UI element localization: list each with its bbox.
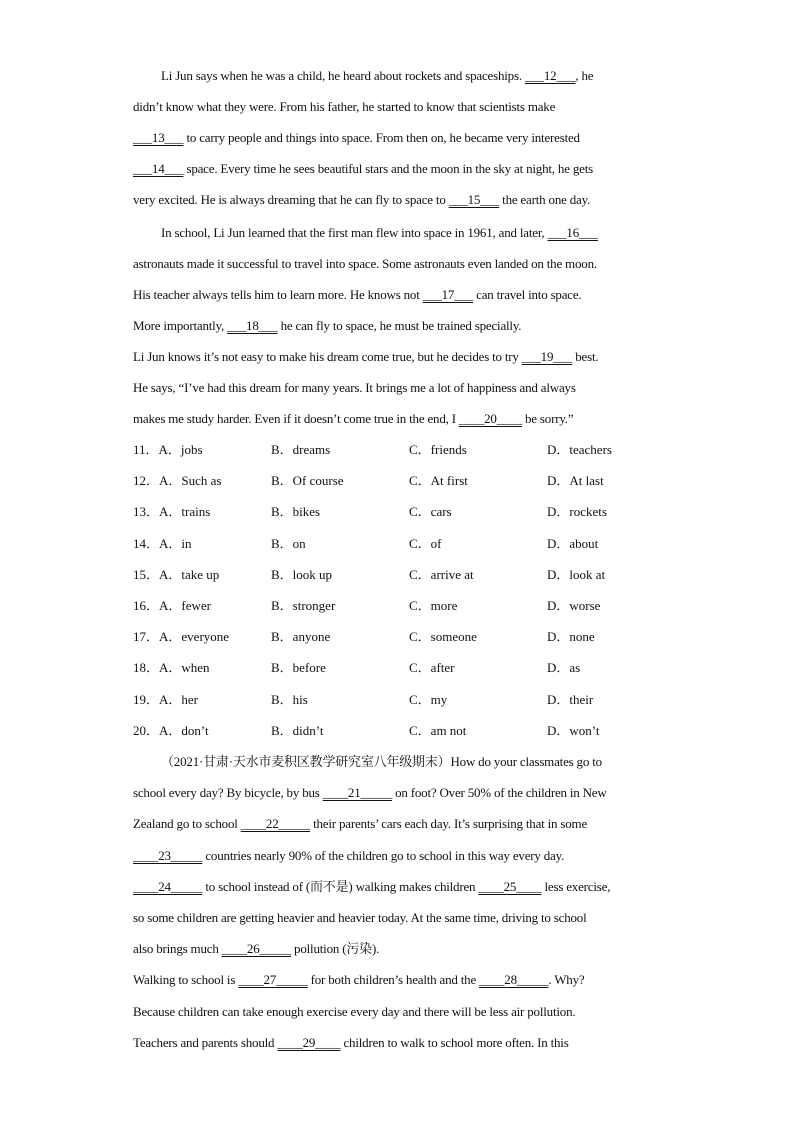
option-d[interactable]: D．about (547, 536, 599, 551)
option-b[interactable]: B．stronger (271, 598, 336, 613)
option-a[interactable]: 16．A．fewer (133, 598, 211, 613)
option-a[interactable]: 19．A．her (133, 692, 199, 707)
passage-line: ___13___ to carry people and things into space. From then on, he became very interested (133, 130, 580, 145)
option-d[interactable]: D．worse (547, 598, 601, 613)
passage-line: Li Jun says when he was a child, he heard about rockets and spaceships. ___12___, he (161, 68, 594, 83)
option-d[interactable]: D．look at (547, 567, 606, 582)
blank-18[interactable]: ___18___ (227, 318, 278, 333)
blank-29[interactable]: ____29____ (277, 1035, 341, 1050)
option-a[interactable]: 13．A．trains (133, 504, 211, 519)
passage-line: also brings much ____26_____ pollution (污染). (133, 941, 380, 956)
passage-line: ____24_____ to school instead of (而不是) walking makes children ____25____ less exercise, (133, 879, 611, 894)
blank-26[interactable]: ____26_____ (221, 941, 291, 956)
blank-12[interactable]: ___12___ (524, 68, 576, 83)
blank-17[interactable]: ___17___ (422, 287, 474, 302)
option-c[interactable]: C．cars (409, 504, 452, 519)
option-a[interactable]: 18．A．when (133, 660, 210, 675)
blank-27[interactable]: ____27_____ (238, 972, 308, 987)
blank-24[interactable]: ____24_____ (133, 879, 203, 894)
option-c[interactable]: C．after (409, 660, 455, 675)
passage-line: makes me study harder. Even if it doesn’t come true in the end, I ____20____ be sorry.” (133, 411, 574, 426)
option-d[interactable]: D．won’t (547, 723, 600, 738)
option-c[interactable]: C．am not (409, 723, 467, 738)
passage-line: Walking to school is ____27_____ for both children’s health and the ____28_____. Why? (133, 972, 585, 987)
passage-line: school every day? By bicycle, by bus ____21_____ on foot? Over 50% of the children in New (133, 785, 607, 800)
passage-line: ____23_____ countries nearly 90% of the children go to school in this way every day. (133, 848, 565, 863)
option-d[interactable]: D．At last (547, 473, 604, 488)
option-b[interactable]: B．Of course (271, 473, 344, 488)
passage-line: so some children are getting heavier and heavier today. At the same time, driving to school (133, 910, 587, 925)
passage-line: In school, Li Jun learned that the first man flew into space in 1961, and later, ___16___ (161, 225, 598, 240)
passage-line: He says, “I’ve had this dream for many years. It brings me a lot of happiness and always (133, 380, 576, 395)
passage-line: His teacher always tells him to learn more. He knows not ___17___ can travel into space. (133, 287, 582, 302)
option-a[interactable]: 14．A．in (133, 536, 192, 551)
blank-23[interactable]: ____23_____ (133, 848, 203, 863)
option-b[interactable]: B．before (271, 660, 326, 675)
blank-25[interactable]: ____25____ (478, 879, 542, 894)
option-d[interactable]: D．none (547, 629, 595, 644)
option-a[interactable]: 12．A．Such as (133, 473, 222, 488)
option-c[interactable]: C．someone (409, 629, 477, 644)
blank-14[interactable]: ___14___ (133, 161, 184, 176)
passage-line: More importantly, ___18___ he can fly to space, he must be trained specially. (133, 318, 522, 333)
option-d[interactable]: D．rockets (547, 504, 607, 519)
option-a[interactable]: 15．A．take up (133, 567, 220, 582)
option-b[interactable]: B．anyone (271, 629, 331, 644)
option-c[interactable]: C．more (409, 598, 458, 613)
option-c[interactable]: C．friends (409, 442, 467, 457)
option-c[interactable]: C．At first (409, 473, 468, 488)
passage-line: astronauts made it successful to travel into space. Some astronauts even landed on the moon. (133, 256, 597, 271)
option-b[interactable]: B．dreams (271, 442, 331, 457)
passage-line: Because children can take enough exercise every day and there will be less air pollution. (133, 1004, 576, 1019)
option-a[interactable]: 11．A．jobs (133, 442, 203, 457)
option-c[interactable]: C．arrive at (409, 567, 474, 582)
blank-13[interactable]: ___13___ (133, 130, 184, 145)
option-b[interactable]: B．didn’t (271, 723, 324, 738)
passage-line: Zealand go to school ____22_____ their parents’ cars each day. It’s surprising that in some (133, 816, 588, 831)
passage-line: （2021·甘肃·天水市麦积区教学研究室八年级期末）How do your classmates go to (161, 754, 602, 769)
option-b[interactable]: B．his (271, 692, 308, 707)
option-b[interactable]: B．on (271, 536, 306, 551)
blank-28[interactable]: ____28_____ (479, 972, 549, 987)
blank-20[interactable]: ____20____ (458, 411, 522, 426)
option-a[interactable]: 17．A．everyone (133, 629, 230, 644)
option-d[interactable]: D．as (547, 660, 581, 675)
option-d[interactable]: D．teachers (547, 442, 612, 457)
blank-22[interactable]: ____22_____ (240, 816, 311, 831)
option-b[interactable]: B．bikes (271, 504, 321, 519)
option-d[interactable]: D．their (547, 692, 594, 707)
option-a[interactable]: 20．A．don’t (133, 723, 209, 738)
passage-line: Li Jun knows it’s not easy to make his dream come true, but he decides to try ___19___ best. (133, 349, 599, 364)
passage-line: Teachers and parents should ____29____ children to walk to school more often. In this (133, 1035, 569, 1050)
passage-line: very excited. He is always dreaming that he can fly to space to ___15___ the earth one day. (133, 192, 591, 207)
option-b[interactable]: B．look up (271, 567, 333, 582)
blank-19[interactable]: ___19___ (521, 349, 573, 364)
blank-15[interactable]: ___15___ (448, 192, 500, 207)
option-c[interactable]: C．my (409, 692, 448, 707)
blank-21[interactable]: ____21_____ (322, 785, 393, 800)
passage-line: ___14___ space. Every time he sees beautiful stars and the moon in the sky at night, he gets (133, 161, 593, 176)
passage-line: didn’t know what they were. From his father, he started to know that scientists make (133, 99, 556, 114)
option-c[interactable]: C．of (409, 536, 442, 551)
blank-16[interactable]: ___16___ (547, 225, 598, 240)
